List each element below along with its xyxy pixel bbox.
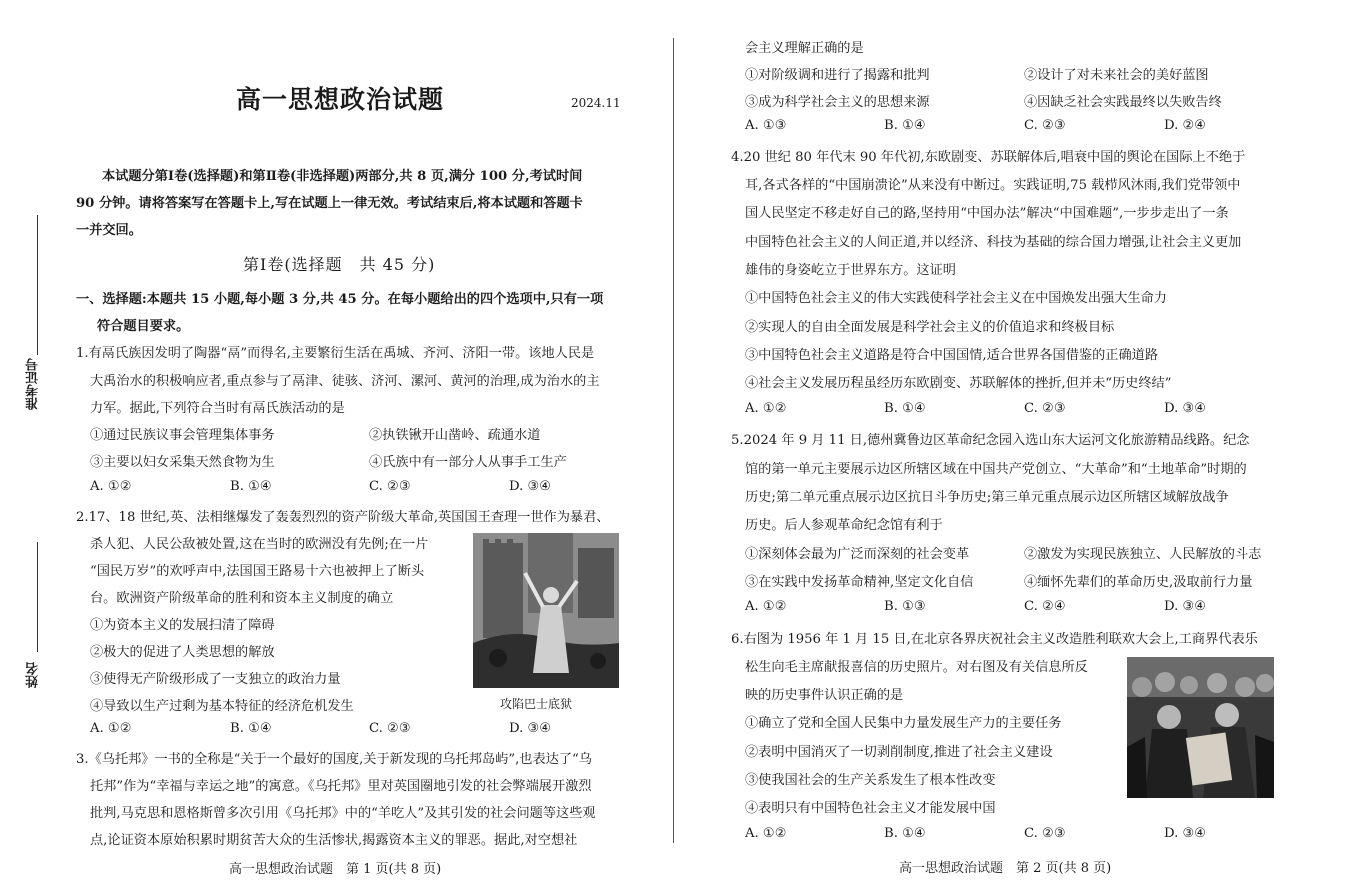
q3-item-4: ④因缺乏社会实践最终以失败告终	[1024, 95, 1222, 110]
q6-item-4: ④表明只有中国特色社会主义才能发展中国	[745, 801, 996, 816]
q4-item-4: ④社会主义发展历程虽经历东欧剧变、苏联解体的挫折,但并未“历史终结”	[745, 376, 1172, 391]
q5-item-1: ①深刻体会最为广泛而深刻的社会变革	[745, 547, 970, 562]
q4-option-a: A. ①②	[745, 401, 787, 416]
binding-line-top	[37, 215, 38, 355]
q4-stem-4: 中国特色社会主义的人间正道,并以经济、科技为基础的综合国力增强,让社会主义更加	[745, 235, 1242, 250]
q5-stem-4: 历史。后人参观革命纪念馆有利于	[745, 518, 943, 533]
bastille-illustration	[473, 533, 619, 688]
page-divider	[673, 38, 674, 843]
intro-line-2: 90 分钟。请将答案写在答题卡上,写在试题上一律无效。考试结束后,将本试题和答题卡	[76, 196, 583, 211]
historical-photo-illustration	[1127, 657, 1274, 798]
q3-stem-3: 批判,马克思和恩格斯曾多次引用《乌托邦》中的“羊吃人”及其引发的社会问题等这些观	[90, 806, 596, 821]
q1-option-b: B. ①④	[230, 479, 272, 494]
q4-stem-2: 耳,各式各样的“中国崩溃论”从来没有中断过。实践证明,75 载栉风沐雨,我们党带领中	[745, 178, 1241, 193]
q2-stem-4: 台。欧洲资产阶级革命的胜利和资本主义制度的确立	[90, 591, 394, 606]
q1-item-2: ②执铁锹开山凿岭、疏通水道	[369, 428, 541, 443]
q3-option-d: D. ②④	[1164, 118, 1207, 133]
section-heading-line-1: 一、选择题:本题共 15 小题,每小题 3 分,共 45 分。在每小题给出的四个选项中,只有一项	[76, 292, 604, 307]
q6-option-d: D. ③④	[1164, 826, 1207, 841]
q1-stem-1: 1.有鬲氏族因发明了陶器“鬲”而得名,主要繁衍生活在禹城、齐河、济阳一带。该地人民是	[76, 346, 595, 361]
q2-stem-2: 杀人犯、人民公敌被处置,这在当时的欧洲没有先例;在一片	[90, 537, 429, 552]
exam-number-label: 准考证号	[26, 358, 41, 410]
left-page-footer: 高一思想政治试题 第 1 页(共 8 页)	[229, 862, 442, 877]
exam-title: 高一思想政治试题	[236, 85, 445, 114]
section-heading-line-2: 符合题目要求。	[97, 319, 190, 334]
q3-stem-continued: 会主义理解正确的是	[745, 41, 864, 56]
q5-option-c: C. ②④	[1024, 599, 1066, 614]
q2-item-4: ④导致以生产过剩为基本特征的经济危机发生	[90, 699, 354, 714]
q5-stem-2: 馆的第一单元主要展示边区所辖区域在中国共产党创立、“大革命”和“土地革命”时期的	[745, 462, 1247, 477]
q4-option-b: B. ①④	[884, 401, 926, 416]
q6-option-b: B. ①④	[884, 826, 926, 841]
q2-option-d: D. ③④	[509, 721, 552, 736]
binding-line-middle	[37, 542, 38, 652]
q6-item-3: ③使我国社会的生产关系发生了根本性改变	[745, 773, 996, 788]
historical-photo-1956	[1127, 657, 1274, 798]
q5-option-b: B. ①③	[884, 599, 926, 614]
q3-item-1: ①对阶级调和进行了揭露和批判	[745, 68, 930, 83]
part-one-title: 第Ⅰ卷(选择题 共 45 分)	[243, 255, 436, 274]
q1-option-d: D. ③④	[509, 479, 552, 494]
q5-stem-3: 历史;第二单元重点展示边区抗日斗争历史;第三单元重点展示边区所辖区域解放战争	[745, 490, 1229, 505]
exam-date: 2024.11	[571, 96, 621, 110]
storming-bastille-image	[473, 533, 619, 688]
right-page-footer: 高一思想政治试题 第 2 页(共 8 页)	[899, 861, 1112, 876]
q1-option-a: A. ①②	[90, 479, 132, 494]
q6-stem-3: 映的历史事件认识正确的是	[745, 688, 904, 703]
q4-option-d: D. ③④	[1164, 401, 1207, 416]
q4-option-c: C. ②③	[1024, 401, 1066, 416]
q6-option-a: A. ①②	[745, 826, 787, 841]
q4-stem-5: 雄伟的身姿屹立于世界东方。这证明	[745, 263, 956, 278]
q5-item-2: ②激发为实现民族独立、人民解放的斗志	[1024, 547, 1262, 562]
q1-stem-2: 大禹治水的积极响应者,重点参与了鬲津、徒骇、济河、漯河、黄河的治理,成为治水的主	[90, 374, 600, 389]
q2-option-c: C. ②③	[369, 721, 411, 736]
q3-option-a: A. ①③	[745, 118, 787, 133]
q4-stem-3: 国人民坚定不移走好自己的路,坚持用“中国办法”解决“中国难题”,一步步走出了一条	[745, 206, 1229, 221]
q3-stem-2: 托邦”作为“幸福与幸运之地”的寓意。《乌托邦》里对英国圈地引发的社会弊端展开激烈	[90, 779, 592, 794]
intro-line-3: 一并交回。	[76, 223, 142, 238]
q2-item-2: ②极大的促进了人类思想的解放	[90, 645, 275, 660]
q1-stem-3: 力军。据此,下列符合当时有鬲氏族活动的是	[90, 401, 345, 416]
q5-option-d: D. ③④	[1164, 599, 1207, 614]
q2-item-1: ①为资本主义的发展扫清了障碍	[90, 618, 275, 633]
q2-option-a: A. ①②	[90, 721, 132, 736]
intro-line-1: 本试题分第Ⅰ卷(选择题)和第Ⅱ卷(非选择题)两部分,共 8 页,满分 100 分,考试时间	[102, 169, 583, 184]
q5-option-a: A. ①②	[745, 599, 787, 614]
q6-item-1: ①确立了党和全国人民集中力量发展生产力的主要任务	[745, 716, 1062, 731]
q2-stem-1: 2.17、18 世纪,英、法相继爆发了轰轰烈烈的资产阶级大革命,英国国王查理一世作为暴君、	[76, 510, 610, 525]
q3-item-3: ③成为科学社会主义的思想来源	[745, 95, 930, 110]
q4-stem-1: 4.20 世纪 80 年代末 90 年代初,东欧剧变、苏联解体后,唱衰中国的舆论在国际上不绝于	[731, 150, 1246, 165]
name-label: 姓名	[26, 662, 41, 688]
q5-stem-1: 5.2024 年 9 月 11 日,德州冀鲁边区革命纪念园入选山东大运河文化旅游精品线路。纪念	[731, 433, 1250, 448]
q2-stem-3: “国民万岁”的欢呼声中,法国国王路易十六也被押上了断头	[90, 564, 425, 579]
q4-item-1: ①中国特色社会主义的伟大实践使科学社会主义在中国焕发出强大生命力	[745, 291, 1167, 306]
q5-item-4: ④缅怀先辈们的革命历史,汲取前行力量	[1024, 575, 1253, 590]
q3-stem-4: 点,论证资本原始积累时期贫苦大众的生活惨状,揭露资本主义的罪恶。据此,对空想社	[90, 833, 578, 848]
q6-option-c: C. ②③	[1024, 826, 1066, 841]
q6-item-2: ②表明中国消灭了一切剥削制度,推进了社会主义建设	[745, 745, 1053, 760]
q1-option-c: C. ②③	[369, 479, 411, 494]
q6-stem-2: 松生向毛主席献报喜信的历史照片。对右图及有关信息所反	[745, 660, 1088, 675]
bastille-caption: 攻陷巴士底狱	[500, 697, 573, 711]
q3-stem-1: 3.《乌托邦》一书的全称是“关于一个最好的国度,关于新发现的乌托邦岛屿”,也表达了“乌	[76, 752, 592, 767]
q2-option-b: B. ①④	[230, 721, 272, 736]
q3-option-b: B. ①④	[884, 118, 926, 133]
q5-item-3: ③在实践中发扬革命精神,坚定文化自信	[745, 575, 974, 590]
q2-item-3: ③使得无产阶级形成了一支独立的政治力量	[90, 672, 341, 687]
q3-option-c: C. ②③	[1024, 118, 1066, 133]
q1-item-1: ①通过民族议事会管理集体事务	[90, 428, 275, 443]
q1-item-3: ③主要以妇女采集天然食物为生	[90, 455, 275, 470]
q4-item-2: ②实现人的自由全面发展是科学社会主义的价值追求和终极目标	[745, 320, 1115, 335]
q4-item-3: ③中国特色社会主义道路是符合中国国情,适合世界各国借鉴的正确道路	[745, 348, 1159, 363]
q6-stem-1: 6.右图为 1956 年 1 月 15 日,在北京各界庆祝社会主义改造胜利联欢大会上,工商界代表乐	[731, 632, 1258, 647]
q3-item-2: ②设计了对未来社会的美好蓝图	[1024, 68, 1209, 83]
q1-item-4: ④氏族中有一部分人从事手工生产	[369, 455, 567, 470]
